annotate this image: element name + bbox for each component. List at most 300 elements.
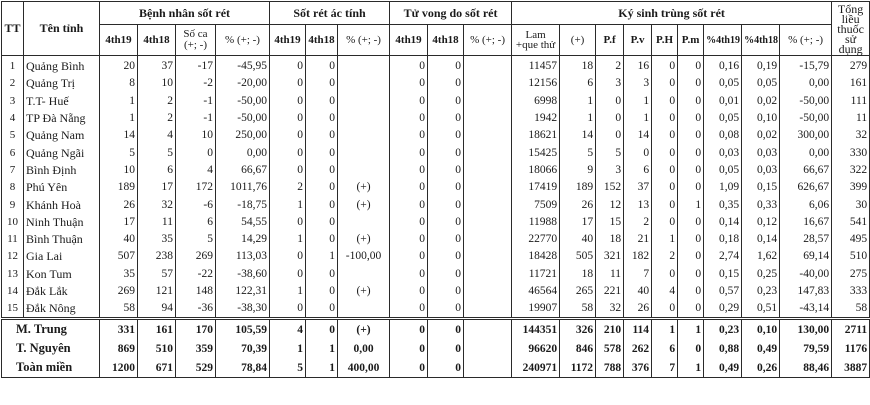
header-bn-wk19: 4th19	[100, 25, 138, 56]
cell-pct-wk19: 0,08	[704, 127, 742, 144]
row-tt: 10	[2, 214, 24, 231]
total-ph: 6	[652, 339, 678, 358]
cell-pv: 182	[624, 248, 652, 265]
cell-ac-wk18: 0	[306, 75, 338, 92]
cell-pm: 0	[678, 56, 704, 76]
cell-num-cases: -1	[176, 110, 216, 127]
header-tv-wk19: 4th19	[390, 25, 428, 56]
cell-num-cases: -36	[176, 300, 216, 319]
cell-ac-wk18: 0	[306, 144, 338, 161]
cell-tv-wk19: 0	[390, 179, 428, 196]
cell-pct-wk18: 1,62	[742, 248, 780, 265]
cell-lam: 18621	[512, 127, 560, 144]
total-pv: 262	[624, 339, 652, 358]
province-name: Đắk Nông	[24, 300, 100, 319]
cell-plus: 58	[560, 300, 596, 319]
row-tt: 4	[2, 110, 24, 127]
cell-pf: 32	[596, 300, 624, 319]
cell-tv-wk18: 0	[428, 110, 464, 127]
cell-ac-wk19: 0	[270, 214, 306, 231]
cell-pm: 0	[678, 231, 704, 248]
cell-pct-wk18: 0,14	[742, 231, 780, 248]
cell-pct-wk18: 0,10	[742, 110, 780, 127]
table-row	[2, 196, 870, 213]
cell-pct-wk18: 0,02	[742, 127, 780, 144]
cell-tv-wk19: 0	[390, 75, 428, 92]
cell-pv: 16	[624, 56, 652, 76]
cell-bn-wk19: 1	[100, 110, 138, 127]
cell-bn-wk18: 94	[138, 300, 176, 319]
cell-pct-wk18: 0,03	[742, 144, 780, 161]
cell-pf: 12	[596, 196, 624, 213]
cell-pv: 2	[624, 214, 652, 231]
cell-pct-wk18: 0,19	[742, 56, 780, 76]
cell-pm: 0	[678, 127, 704, 144]
cell-num-cases: -6	[176, 196, 216, 213]
cell-num-cases: -22	[176, 266, 216, 283]
cell-bn-wk19: 40	[100, 231, 138, 248]
cell-pm: 0	[678, 93, 704, 110]
row-tt: 6	[2, 144, 24, 161]
cell-tv-wk19: 0	[390, 162, 428, 179]
cell-pf: 0	[596, 93, 624, 110]
cell-bn-pct: 0,00	[216, 144, 270, 161]
cell-pct-wk19: 0,18	[704, 231, 742, 248]
cell-pm: 0	[678, 300, 704, 319]
cell-tv-pct	[464, 300, 512, 319]
cell-plus: 265	[560, 283, 596, 300]
cell-ac-wk19: 1	[270, 231, 306, 248]
cell-ac-wk18: 0	[306, 214, 338, 231]
total-tv-wk18: 0	[428, 319, 464, 340]
header-pf: P.f	[596, 25, 624, 56]
cell-lam: 1942	[512, 110, 560, 127]
total-k-pct: 130,00	[780, 319, 832, 340]
cell-drugs: 11	[832, 110, 870, 127]
province-name: Ninh Thuận	[24, 214, 100, 231]
total-ac-wk19: 5	[270, 358, 306, 378]
cell-ph: 0	[652, 179, 678, 196]
table-row	[2, 93, 870, 110]
cell-lam: 12156	[512, 75, 560, 92]
total-num-cases: 359	[176, 339, 216, 358]
total-ac-wk18: 1	[306, 358, 338, 378]
cell-pv: 7	[624, 266, 652, 283]
cell-bn-wk18: 4	[138, 127, 176, 144]
cell-pf: 3	[596, 162, 624, 179]
row-tt: 7	[2, 162, 24, 179]
cell-pv: 37	[624, 179, 652, 196]
cell-num-cases: -1	[176, 93, 216, 110]
cell-bn-wk18: 35	[138, 231, 176, 248]
cell-ac-pct	[338, 93, 390, 110]
row-tt: 1	[2, 56, 24, 76]
cell-pv: 1	[624, 93, 652, 110]
province-name: Bình Định	[24, 162, 100, 179]
cell-tv-wk18: 0	[428, 93, 464, 110]
cell-bn-wk19: 507	[100, 248, 138, 265]
cell-pf: 15	[596, 214, 624, 231]
total-bn-wk18: 510	[138, 339, 176, 358]
cell-tv-wk18: 0	[428, 300, 464, 319]
cell-num-cases: -17	[176, 56, 216, 76]
cell-num-cases: 10	[176, 127, 216, 144]
cell-bn-wk18: 57	[138, 266, 176, 283]
cell-plus: 6	[560, 75, 596, 92]
total-num-cases: 529	[176, 358, 216, 378]
cell-lam: 18066	[512, 162, 560, 179]
cell-ph: 0	[652, 162, 678, 179]
province-name: Phú Yên	[24, 179, 100, 196]
cell-lam: 17419	[512, 179, 560, 196]
cell-pct-wk18: 0,51	[742, 300, 780, 319]
cell-pf: 321	[596, 248, 624, 265]
cell-tv-pct	[464, 248, 512, 265]
total-tv-wk18: 0	[428, 339, 464, 358]
cell-ac-pct	[338, 127, 390, 144]
table-row	[2, 179, 870, 196]
cell-pct-wk19: 0,14	[704, 214, 742, 231]
cell-tv-wk18: 0	[428, 248, 464, 265]
total-bn-pct: 105,59	[216, 319, 270, 340]
cell-pv: 21	[624, 231, 652, 248]
total-bn-pct: 70,39	[216, 339, 270, 358]
cell-tv-wk18: 0	[428, 144, 464, 161]
cell-ac-pct	[338, 75, 390, 92]
cell-pm: 0	[678, 214, 704, 231]
cell-pf: 18	[596, 231, 624, 248]
cell-bn-wk19: 10	[100, 162, 138, 179]
cell-k-pct: 0,00	[780, 75, 832, 92]
cell-ac-wk19: 0	[270, 266, 306, 283]
cell-pv: 6	[624, 162, 652, 179]
cell-pct-wk19: 0,05	[704, 110, 742, 127]
cell-bn-wk19: 58	[100, 300, 138, 319]
header-deaths: Tử vong do sốt rét	[390, 2, 512, 25]
cell-tv-pct	[464, 110, 512, 127]
cell-bn-wk18: 2	[138, 110, 176, 127]
row-tt: 3	[2, 93, 24, 110]
province-rows	[2, 56, 870, 319]
cell-tv-wk18: 0	[428, 231, 464, 248]
cell-tv-pct	[464, 179, 512, 196]
cell-tv-wk19: 0	[390, 196, 428, 213]
total-drugs: 3887	[832, 358, 870, 378]
total-pct-wk18: 0,49	[742, 339, 780, 358]
cell-bn-pct: -38,30	[216, 300, 270, 319]
total-bn-wk19: 869	[100, 339, 138, 358]
total-ac-pct: (+)	[338, 319, 390, 340]
cell-bn-wk18: 2	[138, 93, 176, 110]
total-pm: 0	[678, 339, 704, 358]
cell-drugs: 510	[832, 248, 870, 265]
cell-drugs: 330	[832, 144, 870, 161]
total-bn-wk18: 671	[138, 358, 176, 378]
total-drugs: 1176	[832, 339, 870, 358]
cell-ph: 0	[652, 300, 678, 319]
cell-bn-wk19: 17	[100, 214, 138, 231]
cell-pv: 3	[624, 75, 652, 92]
total-ac-pct: 0,00	[338, 339, 390, 358]
cell-lam: 6998	[512, 93, 560, 110]
header-k-pct: % (+; -)	[780, 25, 832, 56]
province-name: Bình Thuận	[24, 231, 100, 248]
cell-k-pct: 66,67	[780, 162, 832, 179]
cell-plus: 9	[560, 162, 596, 179]
cell-k-pct: 16,67	[780, 214, 832, 231]
cell-ac-wk18: 0	[306, 196, 338, 213]
cell-drugs: 333	[832, 283, 870, 300]
cell-ac-wk18: 0	[306, 56, 338, 76]
cell-k-pct: 28,57	[780, 231, 832, 248]
cell-ac-pct	[338, 266, 390, 283]
cell-ac-wk18: 0	[306, 283, 338, 300]
cell-ph: 0	[652, 144, 678, 161]
header-tt: TT	[2, 2, 24, 56]
cell-ph: 0	[652, 196, 678, 213]
cell-bn-wk18: 5	[138, 144, 176, 161]
cell-bn-pct: 1011,76	[216, 179, 270, 196]
cell-ac-pct	[338, 56, 390, 76]
cell-plus: 26	[560, 196, 596, 213]
row-tt: 15	[2, 300, 24, 319]
total-lam: 96620	[512, 339, 560, 358]
cell-ac-wk18: 0	[306, 127, 338, 144]
cell-pct-wk18: 0,03	[742, 162, 780, 179]
cell-pv: 1	[624, 110, 652, 127]
cell-bn-pct: -50,00	[216, 110, 270, 127]
header-tv-pct: % (+; -)	[464, 25, 512, 56]
cell-pct-wk18: 0,02	[742, 93, 780, 110]
total-pct-wk19: 0,23	[704, 319, 742, 340]
header-bn-pct: % (+; -)	[216, 25, 270, 56]
cell-ac-pct: (+)	[338, 231, 390, 248]
cell-bn-pct: -38,60	[216, 266, 270, 283]
cell-tv-pct	[464, 283, 512, 300]
malaria-report-table	[1, 1, 870, 378]
cell-k-pct: 0,00	[780, 144, 832, 161]
total-pct-wk19: 0,49	[704, 358, 742, 378]
cell-tv-wk19: 0	[390, 283, 428, 300]
cell-pv: 13	[624, 196, 652, 213]
cell-ac-wk19: 0	[270, 127, 306, 144]
cell-bn-pct: 122,31	[216, 283, 270, 300]
cell-pct-wk18: 0,23	[742, 283, 780, 300]
total-pf: 788	[596, 358, 624, 378]
total-name: Toàn miền	[2, 358, 100, 378]
cell-ac-wk18: 0	[306, 110, 338, 127]
total-lam: 240971	[512, 358, 560, 378]
cell-tv-pct	[464, 75, 512, 92]
header-patients: Bệnh nhân sốt rét	[100, 2, 270, 25]
cell-ac-pct: (+)	[338, 196, 390, 213]
cell-bn-wk19: 20	[100, 56, 138, 76]
cell-bn-wk19: 269	[100, 283, 138, 300]
table-row	[2, 110, 870, 127]
cell-pct-wk18: 0,33	[742, 196, 780, 213]
cell-ph: 0	[652, 110, 678, 127]
cell-ac-wk18: 0	[306, 162, 338, 179]
cell-ac-wk19: 0	[270, 162, 306, 179]
cell-bn-pct: -50,00	[216, 93, 270, 110]
cell-bn-pct: -20,00	[216, 75, 270, 92]
province-name: T.T- Huế	[24, 93, 100, 110]
row-tt: 5	[2, 127, 24, 144]
cell-pm: 0	[678, 110, 704, 127]
total-ac-pct: 400,00	[338, 358, 390, 378]
cell-tv-pct	[464, 231, 512, 248]
total-pf: 210	[596, 319, 624, 340]
cell-pm: 0	[678, 144, 704, 161]
total-bn-wk19: 331	[100, 319, 138, 340]
cell-tv-wk18: 0	[428, 214, 464, 231]
cell-ac-wk18: 0	[306, 179, 338, 196]
cell-pm: 0	[678, 283, 704, 300]
cell-ac-wk19: 0	[270, 56, 306, 76]
cell-pct-wk18: 0,25	[742, 266, 780, 283]
cell-bn-wk19: 1	[100, 93, 138, 110]
cell-k-pct: -50,00	[780, 110, 832, 127]
cell-tv-wk18: 0	[428, 283, 464, 300]
cell-pct-wk19: 0,05	[704, 75, 742, 92]
header-province: Tên tỉnh	[24, 2, 100, 56]
total-num-cases: 170	[176, 319, 216, 340]
cell-lam: 7509	[512, 196, 560, 213]
cell-tv-pct	[464, 162, 512, 179]
cell-ac-wk18: 1	[306, 248, 338, 265]
cell-ac-pct: -100,00	[338, 248, 390, 265]
cell-ac-wk19: 0	[270, 110, 306, 127]
cell-lam: 46564	[512, 283, 560, 300]
cell-tv-wk19: 0	[390, 214, 428, 231]
row-tt: 9	[2, 196, 24, 213]
cell-tv-wk19: 0	[390, 300, 428, 319]
row-tt: 14	[2, 283, 24, 300]
cell-bn-wk18: 32	[138, 196, 176, 213]
cell-num-cases: 5	[176, 231, 216, 248]
cell-pct-wk19: 0,15	[704, 266, 742, 283]
cell-pv: 0	[624, 144, 652, 161]
province-name: Quảng Ngãi	[24, 144, 100, 161]
cell-drugs: 279	[832, 56, 870, 76]
province-name: TP Đà Nẵng	[24, 110, 100, 127]
total-row	[2, 358, 870, 378]
cell-lam: 11988	[512, 214, 560, 231]
header-num-cases: Số ca (+; -)	[176, 25, 216, 56]
cell-ac-wk19: 1	[270, 283, 306, 300]
cell-pf: 0	[596, 127, 624, 144]
table-row	[2, 266, 870, 283]
total-name: M. Trung	[2, 319, 100, 340]
total-name: T. Nguyên	[2, 339, 100, 358]
cell-ac-wk19: 0	[270, 93, 306, 110]
cell-bn-wk18: 11	[138, 214, 176, 231]
cell-pm: 0	[678, 75, 704, 92]
cell-lam: 11457	[512, 56, 560, 76]
cell-pct-wk18: 0,12	[742, 214, 780, 231]
cell-lam: 19907	[512, 300, 560, 319]
row-tt: 8	[2, 179, 24, 196]
cell-bn-wk18: 121	[138, 283, 176, 300]
cell-drugs: 111	[832, 93, 870, 110]
total-tv-wk18: 0	[428, 358, 464, 378]
table-row	[2, 144, 870, 161]
cell-bn-wk18: 37	[138, 56, 176, 76]
cell-pct-wk19: 0,29	[704, 300, 742, 319]
cell-ac-pct	[338, 300, 390, 319]
cell-ac-pct: (+)	[338, 179, 390, 196]
row-tt: 2	[2, 75, 24, 92]
cell-pv: 14	[624, 127, 652, 144]
cell-pm: 0	[678, 162, 704, 179]
cell-bn-wk18: 238	[138, 248, 176, 265]
cell-tv-pct	[464, 214, 512, 231]
cell-tv-pct	[464, 144, 512, 161]
cell-pv: 40	[624, 283, 652, 300]
total-bn-wk19: 1200	[100, 358, 138, 378]
cell-ac-wk19: 0	[270, 75, 306, 92]
cell-ac-pct	[338, 110, 390, 127]
cell-tv-pct	[464, 127, 512, 144]
total-plus: 846	[560, 339, 596, 358]
cell-bn-pct: 66,67	[216, 162, 270, 179]
cell-drugs: 322	[832, 162, 870, 179]
cell-drugs: 30	[832, 196, 870, 213]
cell-ph: 4	[652, 283, 678, 300]
total-pf: 578	[596, 339, 624, 358]
province-name: Quảng Bình	[24, 56, 100, 76]
cell-ac-wk19: 1	[270, 196, 306, 213]
total-ac-wk19: 4	[270, 319, 306, 340]
header-ac-wk19: 4th19	[270, 25, 306, 56]
cell-ac-wk19: 0	[270, 248, 306, 265]
total-tv-wk19: 0	[390, 339, 428, 358]
cell-pct-wk19: 0,35	[704, 196, 742, 213]
cell-bn-wk19: 14	[100, 127, 138, 144]
table-row	[2, 127, 870, 144]
cell-bn-wk19: 189	[100, 179, 138, 196]
row-tt: 12	[2, 248, 24, 265]
cell-plus: 17	[560, 214, 596, 231]
table-row	[2, 300, 870, 319]
cell-tv-wk18: 0	[428, 75, 464, 92]
cell-ac-pct	[338, 214, 390, 231]
cell-bn-wk18: 17	[138, 179, 176, 196]
table-row	[2, 162, 870, 179]
header-pct-wk19: %4th19	[704, 25, 742, 56]
province-name: Quảng Trị	[24, 75, 100, 92]
total-ph: 7	[652, 358, 678, 378]
cell-plus: 1	[560, 93, 596, 110]
total-plus: 326	[560, 319, 596, 340]
cell-pv: 26	[624, 300, 652, 319]
province-name: Đắk Lắk	[24, 283, 100, 300]
cell-plus: 40	[560, 231, 596, 248]
total-pm: 1	[678, 358, 704, 378]
cell-k-pct: -50,00	[780, 93, 832, 110]
cell-num-cases: 269	[176, 248, 216, 265]
cell-ph: 0	[652, 127, 678, 144]
cell-lam: 15425	[512, 144, 560, 161]
table-row	[2, 283, 870, 300]
cell-tv-pct	[464, 266, 512, 283]
cell-ac-wk18: 0	[306, 266, 338, 283]
cell-drugs: 541	[832, 214, 870, 231]
total-pv: 376	[624, 358, 652, 378]
cell-ph: 0	[652, 266, 678, 283]
header-plus: (+)	[560, 25, 596, 56]
cell-bn-wk19: 26	[100, 196, 138, 213]
